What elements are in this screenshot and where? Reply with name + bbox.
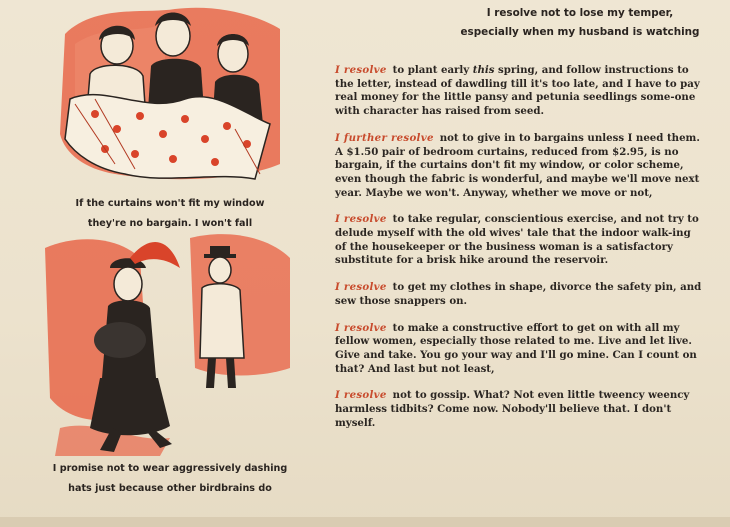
- resolution-text: to take regular, conscientious exercise, and not try to delude myself with the old wives' tale that the indoor walk-ing of the housekeeper or the business woman is a satisfactory substitute for a brisk hike around the reservoir.: [335, 213, 699, 267]
- curtains-caption: [40, 194, 300, 234]
- resolution-lead: I resolve: [335, 321, 387, 334]
- resolution-text: to make a constructive effort to get on with all my fellow women, especially those related to me. Live and let live. Give and take. You go your way and I'll go mine. Can I count on that? And last but not least,: [335, 321, 697, 375]
- page-bottom-edge: [0, 517, 730, 527]
- hats-caption-line-1: I promise not to wear aggressively dashing: [52, 463, 288, 474]
- curtains-caption-line-2: they're no bargain. I won't fall: [87, 218, 253, 229]
- resolution-text: to get my clothes in shape, divorce the safety pin, and sew those snappers on.: [335, 281, 702, 307]
- dashing-hat-illustration: [40, 228, 300, 458]
- resolution-emphasis: this: [472, 64, 495, 76]
- resolution-lead: I resolve: [335, 281, 387, 294]
- curtains-caption-line-1: If the curtains won't fit my window: [75, 198, 265, 209]
- header-caption-line-1: I resolve not to lose my temper,: [486, 7, 674, 19]
- resolution-text-after: spring, and follow instructions to the letter, instead of dawdling till it's too late, and I have to pay real money for the little pansy and petunia seedlings some-one with character has raised from seed.: [335, 64, 700, 118]
- resolutions-column: [335, 64, 705, 443]
- resolution-paragraph: [335, 64, 705, 119]
- hats-caption: [25, 459, 315, 499]
- resolution-paragraph: [335, 281, 705, 308]
- resolution-lead: I further resolve: [335, 131, 434, 144]
- resolution-lead: I resolve: [335, 389, 387, 402]
- resolution-text: not to gossip. What? Not even little tweency weency harmless tidbits? Come now. Nobody'll believe that. I don't myself.: [335, 389, 690, 429]
- hats-caption-line-2: hats just because other birdbrains do: [68, 483, 272, 494]
- resolution-paragraph: [335, 132, 705, 201]
- header-caption-line-2: especially when my husband is watching: [460, 26, 700, 38]
- resolution-lead: I resolve: [335, 64, 387, 76]
- resolution-paragraph: [335, 213, 705, 268]
- resolution-lead: I resolve: [335, 213, 387, 226]
- resolution-text: to plant early: [392, 64, 473, 76]
- resolution-text: not to give in to bargains unless I need them. A $1.50 pair of bedroom curtains, reduced from $2.95, is no bargain, if the curtains don't fit my window, or color scheme, even though the fabric is wonderful, and maybe we'll move next year. Maybe we won't. Anyway, whether we move or not,: [335, 131, 700, 199]
- curtains-illustration: [55, 4, 285, 194]
- resolution-paragraph: [335, 389, 705, 430]
- resolution-paragraph: [335, 322, 705, 377]
- header-caption: [430, 4, 730, 42]
